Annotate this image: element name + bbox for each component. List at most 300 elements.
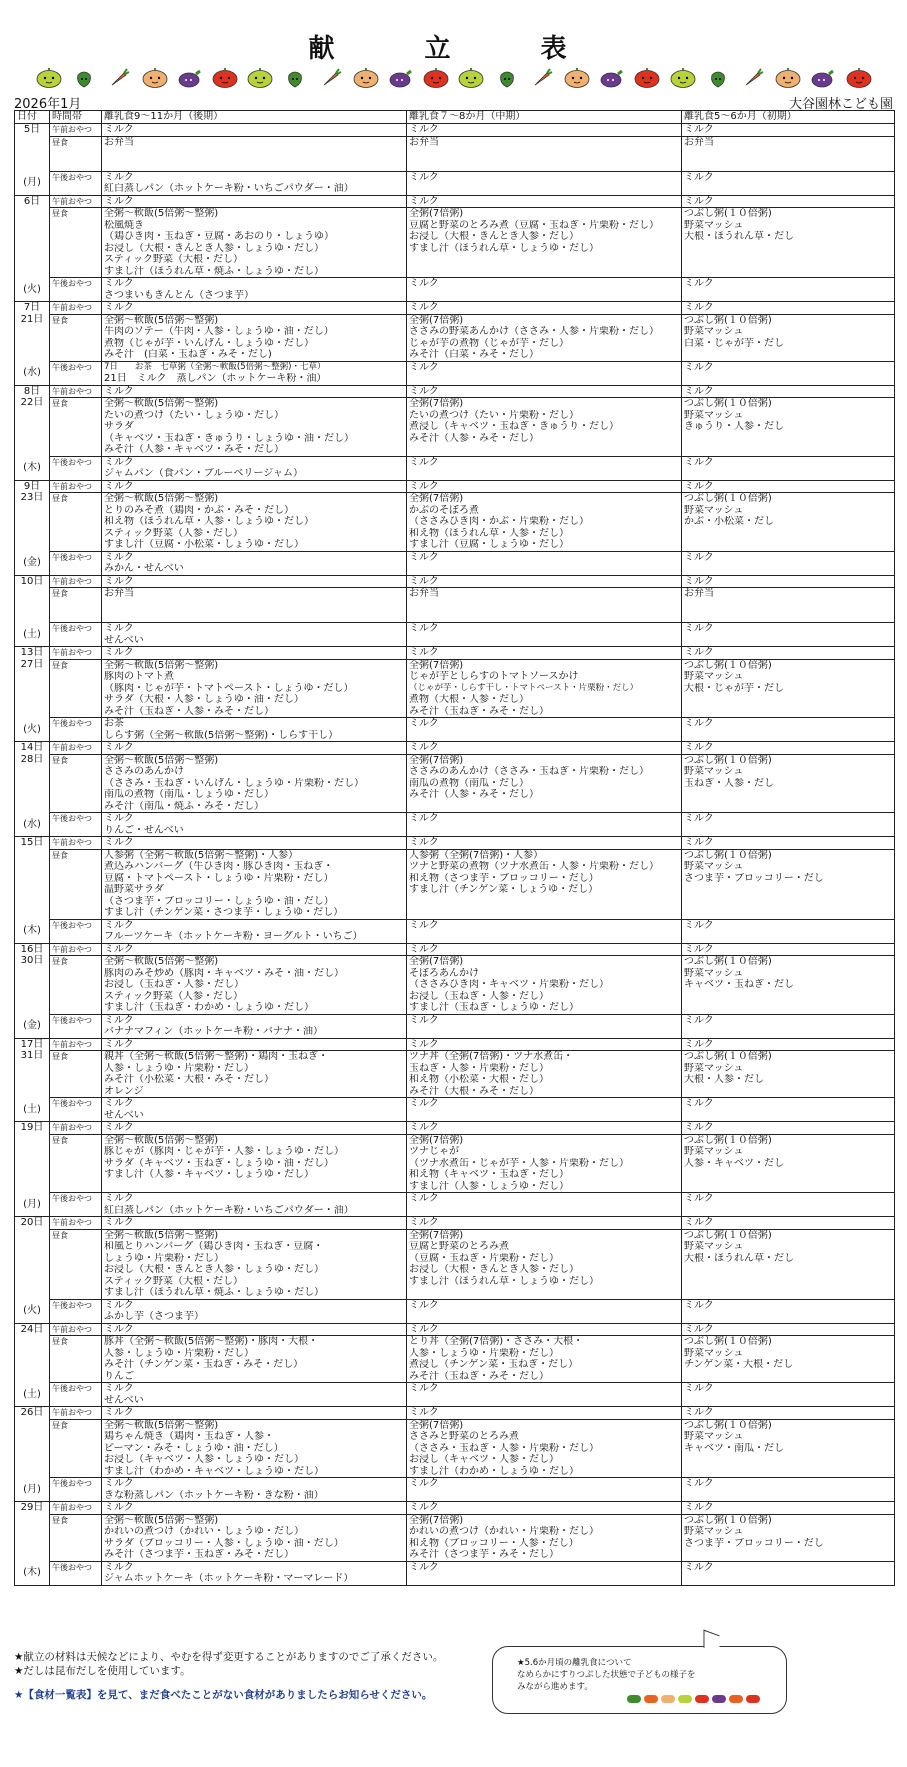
meal-cell (407, 361, 682, 385)
dish-line: お浸し（キャベツ・人参・しょうゆ・だし） (104, 1454, 304, 1465)
dish-line: ミルク (684, 124, 714, 135)
dish-line: （鶏ひき肉・玉ねぎ・豆腐・あおのり・しょうゆ） (104, 231, 334, 242)
dish-line: ミルク (104, 837, 134, 848)
dish-line: ミルク (684, 623, 714, 634)
time-slot-label: 昼食 (50, 398, 102, 457)
dish-line: ミルク (409, 647, 439, 658)
meal-cell (682, 480, 895, 493)
carrot-icon (316, 67, 346, 89)
dish-line: すまし汁（わかめ・キャベツ・しょうゆ・だし） (104, 1465, 324, 1477)
dish-line: 全粥～軟飯(5倍粥～整粥) (104, 314, 219, 326)
dish-line: 大根・ほうれん草・だし (684, 231, 794, 242)
note-dashi: ★だしは昆布だしを使用しています。 (14, 1665, 191, 1677)
eggplant-icon (386, 67, 416, 89)
dish-line: ミルク (684, 647, 714, 658)
dish-line: ミルク (684, 171, 714, 183)
dish-line: ミルク (104, 813, 134, 824)
dish-line: ミルク (409, 1098, 439, 1109)
dish-line: ミルク (684, 1407, 714, 1418)
dish-line: みそ汁（人参・みそ・だし） (409, 789, 539, 800)
meal-cell (407, 943, 682, 956)
meal-cell (682, 302, 895, 315)
dish-line: 和え物（ほうれん草・人参・だし） (409, 527, 569, 539)
meal-cell (407, 493, 682, 552)
time-slot-label: 午後おやつ (50, 1383, 102, 1407)
time-slot-label: 昼食 (50, 493, 102, 552)
menu-table (14, 110, 895, 1586)
meal-cell (407, 278, 682, 302)
meal-cell (682, 1407, 895, 1420)
dish-line: ミルク (684, 278, 714, 289)
meal-cell (682, 588, 895, 623)
dish-line: 鶏ちゃん焼き（鶏肉・玉ねぎ・人参・ (104, 1431, 274, 1442)
dish-line: かれいの煮つけ（かれい・しょうゆ・だし） (104, 1526, 304, 1537)
dish-line: 全粥～軟飯(5倍粥～整粥) (104, 208, 219, 219)
school-name: 大谷園林こども園 (788, 97, 893, 112)
dish-line: 和え物（キャベツ・玉ねぎ・だし） (409, 1169, 569, 1180)
date-primary: 8日 (23, 385, 41, 397)
date-secondary: 21日 (20, 313, 44, 325)
onion-icon (678, 1695, 692, 1703)
date-secondary: 28日 (20, 753, 44, 765)
tomato-icon (632, 67, 662, 89)
date-secondary: 30日 (20, 955, 44, 966)
dish-line: みそ汁（大根・みそ・だし） (409, 1085, 539, 1097)
day-row (15, 623, 895, 647)
dish-line: すまし汁（ほうれん草・焼ふ・しょうゆ・だし） (104, 1287, 324, 1298)
bubble-vegetable-icons (627, 1695, 786, 1703)
dish-line: 野菜マッシュ (684, 1347, 744, 1359)
day-of-week: (金) (23, 557, 41, 568)
meal-cell (682, 1383, 895, 1407)
dish-line: ささみの野菜あんかけ（ささみ・人参・片栗粉・だし） (409, 326, 659, 337)
meal-cell (407, 588, 682, 623)
dish-line: きな粉蒸しパン（ホットケーキ粉・きな粉・油） (104, 1489, 324, 1501)
dish-line: ミルク (409, 1502, 439, 1513)
dish-line: 南瓜の煮物（南瓜・だし） (409, 777, 529, 789)
day-of-week: (木) (23, 462, 41, 473)
time-slot-label: 昼食 (50, 1514, 102, 1561)
dish-line: 松風焼き (104, 219, 144, 231)
meal-cell (102, 1134, 407, 1193)
day-of-week: (土) (23, 628, 41, 640)
dish-line: つぶし粥(１０倍粥) (684, 1514, 772, 1526)
date-cell (15, 1122, 50, 1217)
dish-line: 白菜・じゃが芋・だし (684, 337, 784, 349)
menu-header-row (15, 111, 895, 124)
dish-line: 温野菜サラダ (104, 884, 164, 895)
pepper-icon (627, 1695, 641, 1703)
time-slot-label: 午後おやつ (50, 623, 102, 647)
date-cell (15, 943, 50, 1038)
meal-cell (407, 813, 682, 837)
eggplant-icon (597, 67, 627, 89)
time-slot-label: 午後おやつ (50, 1193, 102, 1217)
meal-cell (102, 385, 407, 398)
dish-line: ミルク (409, 1122, 439, 1133)
dish-line: オレンジ (104, 1085, 144, 1097)
day-row (15, 1038, 895, 1051)
dish-line: 全粥～軟飯(5倍粥～整粥) (104, 659, 219, 671)
dish-line: ミルク (684, 1038, 714, 1050)
dish-line: ミルク (684, 1478, 714, 1489)
dish-line: ミルク (684, 943, 714, 955)
day-of-week: (水) (23, 367, 41, 378)
dish-line: すまし汁（ほうれん草・しょうゆ・だし） (409, 1275, 599, 1287)
meal-cell (682, 647, 895, 660)
meal-cell (407, 659, 682, 718)
dish-line: お浸し（大根・きんとき人参・しょうゆ・だし） (104, 242, 324, 254)
dish-line: ミルク (409, 551, 439, 563)
meal-cell (407, 1383, 682, 1407)
dish-line: ジャムパン（食パン・ブルーベリージャム） (104, 468, 303, 479)
time-slot-label: 午前おやつ (50, 1038, 102, 1051)
dish-line: みそ汁（玉ねぎ・みそ・だし） (409, 1370, 549, 1382)
meal-cell (102, 208, 407, 278)
dish-line: ミルク (684, 718, 714, 729)
meal-cell (682, 1122, 895, 1135)
dish-line: お浸し（玉ねぎ・人参・だし） (409, 990, 549, 1002)
dish-line: ミルク (684, 302, 714, 313)
meal-cell (407, 647, 682, 660)
day-row (15, 1336, 895, 1383)
time-slot-label: 午後おやつ (50, 456, 102, 480)
dish-line: 豚丼（全粥～軟飯(5倍粥～整粥)・豚肉・大根・ (104, 1336, 319, 1347)
day-row (15, 754, 895, 813)
meal-cell (682, 849, 895, 919)
date-cell (15, 302, 50, 386)
time-slot-label: 昼食 (50, 1134, 102, 1193)
dish-line: 野菜マッシュ (684, 1431, 744, 1442)
dish-line: 全粥～軟飯(5倍粥～整粥) (104, 398, 219, 409)
time-slot-label: 昼食 (50, 1336, 102, 1383)
note-ingredient-list: ★【食材一覧表】を見て、まだ食べたことがない食材がありましたらお知らせください。 (14, 1689, 433, 1701)
day-of-week: (土) (23, 1103, 41, 1115)
time-slot-label: 昼食 (50, 754, 102, 813)
date-primary: 29日 (20, 1502, 44, 1513)
meal-cell (682, 1299, 895, 1323)
day-row (15, 480, 895, 493)
dish-line: ミルク (104, 919, 134, 931)
day-row (15, 718, 895, 742)
dish-line: つぶし粥(１０倍粥) (684, 956, 772, 967)
day-row (15, 314, 895, 361)
dish-line: 全粥～軟飯(5倍粥～整粥) (104, 493, 219, 504)
dish-line: ミルク (684, 1299, 714, 1311)
dish-line: 大根・人参・だし (684, 1074, 764, 1085)
dish-line: 全粥～軟飯(5倍粥～整粥) (104, 1229, 219, 1241)
meal-cell (102, 551, 407, 575)
potato-icon (773, 67, 803, 89)
date-secondary: 22日 (20, 397, 44, 408)
time-slot-label: 午前おやつ (50, 480, 102, 493)
meal-cell (682, 837, 895, 850)
time-slot-label: 午前おやつ (50, 1217, 102, 1230)
day-row (15, 493, 895, 552)
tomato-icon (746, 1695, 760, 1703)
meal-cell (102, 1051, 407, 1098)
dish-line: しらす粥（全粥～軟飯(5倍粥～整粥)・しらす干し） (104, 729, 339, 741)
dish-line: ミルク (104, 1478, 134, 1489)
day-row (15, 124, 895, 137)
meal-cell (102, 1478, 407, 1502)
dish-line: お弁当 (409, 588, 439, 599)
dish-line: お浸し（大根・きんとき人参・だし） (409, 1264, 579, 1275)
dish-line: 豚じゃが（豚肉・じゃが芋・人参・しょうゆ・だし） (104, 1146, 344, 1157)
day-row (15, 1217, 895, 1230)
dish-line: ふかし芋（さつま芋） (104, 1311, 204, 1322)
meal-cell (682, 1134, 895, 1193)
meal-cell (102, 956, 407, 1015)
dish-line: お浸し（大根・きんとき人参・しょうゆ・だし） (104, 1264, 324, 1275)
date-primary: 24日 (20, 1323, 44, 1335)
meal-cell (682, 208, 895, 278)
meal-cell (102, 171, 407, 195)
time-slot-label: 午後おやつ (50, 1561, 102, 1585)
time-slot-label: 午後おやつ (50, 171, 102, 195)
meal-cell (682, 314, 895, 361)
dish-line: 紅白蒸しパン（ホットケーキ粉・いちごパウダー・油） (104, 183, 354, 194)
dish-line: ミルク (684, 575, 714, 587)
bubble-line-2: なめらかにすりつぶした状態で子どもの様子を (517, 1670, 696, 1680)
time-slot-label: 昼食 (50, 1419, 102, 1478)
date-secondary: 27日 (20, 658, 44, 670)
meal-cell (682, 456, 895, 480)
day-row (15, 456, 895, 480)
dish-line: ミルク (409, 456, 439, 468)
dish-line: ミルク (684, 742, 714, 753)
time-slot-label: 午後おやつ (50, 1014, 102, 1038)
meal-cell (102, 1514, 407, 1561)
dish-line: 煮浸し（キャベツ・玉ねぎ・きゅうり・だし） (409, 421, 619, 432)
time-slot-label: 午前おやつ (50, 742, 102, 755)
meal-cell (682, 943, 895, 956)
meal-cell (682, 1098, 895, 1122)
dish-line: 全粥～軟飯(5倍粥～整粥) (104, 1514, 219, 1526)
day-row (15, 208, 895, 278)
dish-line: みそ汁（玉ねぎ・人参・みそ・だし） (104, 705, 274, 717)
dish-line: 野菜マッシュ (684, 671, 744, 682)
meal-cell (682, 1478, 895, 1502)
time-slot-label: 午後おやつ (50, 551, 102, 575)
meal-cell (407, 575, 682, 588)
dish-line: 全粥～軟飯(5倍粥～整粥) (104, 754, 219, 766)
day-row (15, 1407, 895, 1420)
time-slot-label: 午前おやつ (50, 385, 102, 398)
date-cell (15, 1407, 50, 1502)
dish-line: ミルク (104, 1383, 134, 1394)
dish-line: キャベツ・玉ねぎ・だし (684, 979, 794, 990)
meal-cell (407, 1561, 682, 1585)
dish-line: ミルク (684, 813, 714, 824)
carrot-icon (104, 67, 134, 89)
dish-line: （じゃが芋・しらす干し・トマトペースト・片栗粉・だし） (409, 682, 639, 693)
meal-cell (407, 1419, 682, 1478)
time-slot-label: 午後おやつ (50, 1098, 102, 1122)
time-slot-label: 午前おやつ (50, 195, 102, 208)
dish-line: お浸し（大根・きんとき人参・だし） (409, 231, 579, 242)
dish-line: （ツナ水煮缶・じゃが芋・人参・片栗粉・だし） (409, 1157, 629, 1169)
meal-cell (407, 398, 682, 457)
dish-line: 人参・キャベツ・だし (684, 1157, 784, 1169)
day-of-week: (木) (23, 925, 41, 936)
dish-line: ミルク (104, 1038, 134, 1050)
dish-line: 全粥(7倍粥) (409, 1419, 464, 1431)
dish-line: せんべい (104, 1394, 144, 1406)
date-primary: 14日 (20, 742, 44, 753)
meal-cell (407, 1514, 682, 1561)
dish-line: とり丼（全粥(7倍粥)・ささみ・大根・ (409, 1336, 584, 1347)
dish-line: みそ汁（チンゲン菜・玉ねぎ・みそ・だし） (104, 1359, 304, 1370)
dish-line: つぶし粥(１０倍粥) (684, 398, 772, 409)
date-primary: 26日 (20, 1407, 44, 1418)
meal-cell (407, 956, 682, 1015)
time-slot-label: 午後おやつ (50, 718, 102, 742)
meal-cell (102, 124, 407, 137)
meal-cell (102, 837, 407, 850)
dish-line: 豆腐と野菜のとろみ煮（豆腐・玉ねぎ・片栗粉・だし） (409, 219, 659, 231)
dish-line: ささみと野菜のとろみ煮 (409, 1431, 519, 1442)
dish-line: ミルク (409, 1407, 439, 1418)
dish-line: ミルク (409, 919, 439, 931)
dish-line: みそ汁（さつま芋・みそ・だし） (409, 1549, 559, 1560)
dish-line: ミルク (104, 551, 134, 563)
time-slot-label: 午前おやつ (50, 647, 102, 660)
dish-line: ミルク (684, 1561, 714, 1573)
dish-line: 全粥(7倍粥) (409, 754, 464, 766)
meal-cell (407, 919, 682, 943)
col-header-early-stage: 離乳食5～6か月（初期） (682, 111, 895, 124)
dish-line: 豆腐と野菜のとろみ煮 (409, 1241, 509, 1252)
dish-line: 全粥(7倍粥) (409, 956, 464, 967)
dish-line: 野菜マッシュ (684, 219, 744, 231)
dish-line: 全粥(7倍粥) (409, 1229, 464, 1241)
dish-line: ミルク (684, 480, 714, 492)
dish-line: つぶし粥(１０倍粥) (684, 493, 772, 504)
date-cell (15, 837, 50, 944)
meal-cell (102, 1098, 407, 1122)
dish-line: ミルク (684, 1098, 714, 1109)
dish-line: 煮浸し（チンゲン菜・玉ねぎ・だし） (409, 1359, 579, 1370)
menu-month: 2026年1月 (14, 97, 82, 112)
dish-line: （さつま芋・ブロッコリー・しょうゆ・油・だし） (104, 895, 334, 907)
dish-line: ミルク (409, 837, 439, 848)
dish-line: ミルク (409, 1383, 439, 1394)
date-primary: 19日 (20, 1122, 44, 1133)
day-row (15, 1299, 895, 1323)
meal-cell (682, 398, 895, 457)
day-row (15, 398, 895, 457)
meal-cell (682, 1193, 895, 1217)
time-slot-label: 午後おやつ (50, 1299, 102, 1323)
meal-cell (102, 278, 407, 302)
meal-cell (407, 1014, 682, 1038)
dish-line: 豚肉のトマト煮 (104, 671, 174, 682)
dish-line: サラダ（キャベツ・玉ねぎ・しょうゆ・油・だし） (104, 1157, 334, 1169)
dish-line: ミルク (684, 837, 714, 848)
time-slot-label: 午前おやつ (50, 302, 102, 315)
onion-icon (668, 67, 698, 89)
day-of-week: (月) (23, 177, 41, 188)
carrot-icon (738, 67, 768, 89)
dish-line: サラダ（ブロッコリー・人参・しょうゆ・油・だし） (104, 1537, 344, 1549)
dish-line: ミルク (409, 1478, 439, 1489)
dish-line: しょうゆ・片栗粉・だし） (104, 1252, 224, 1264)
dish-line: さつまいもきんとん（さつま芋） (104, 289, 254, 301)
dish-line: 人参粥（全粥～軟飯(5倍粥～整粥)・人参） (104, 849, 299, 861)
meal-cell (682, 1323, 895, 1336)
dish-line: ミルク (409, 171, 439, 183)
dish-line: ミルク (684, 1383, 714, 1394)
meal-cell (407, 195, 682, 208)
time-slot-label: 昼食 (50, 956, 102, 1015)
dish-line: お弁当 (409, 136, 439, 148)
dish-line: ミルク (409, 361, 439, 373)
dish-line: ミルク (684, 456, 714, 468)
day-row (15, 1014, 895, 1038)
dish-line: （キャベツ・玉ねぎ・きゅうり・しょうゆ・油・だし） (104, 432, 354, 444)
dish-line: 全粥～軟飯(5倍粥～整粥) (104, 1134, 219, 1146)
dish-line: みそ汁（白菜・みそ・だし） (409, 349, 539, 360)
meal-cell (407, 480, 682, 493)
dish-line: すまし汁（人参・キャベツ・しょうゆ・だし） (104, 1169, 314, 1180)
dish-line: りんご・せんべい (104, 824, 184, 836)
meal-cell (407, 551, 682, 575)
onion-icon (456, 67, 486, 89)
time-slot-label: 午前おやつ (50, 575, 102, 588)
time-slot-label: 午前おやつ (50, 1122, 102, 1135)
dish-line: ミルク (104, 1193, 134, 1204)
meal-cell (102, 1193, 407, 1217)
meal-cell (682, 813, 895, 837)
dish-line: 豆腐・トマトペースト・しょうゆ・片栗粉・だし） (104, 872, 334, 884)
meal-cell (102, 1407, 407, 1420)
dish-line: （ささみ・玉ねぎ・いんげん・しょうゆ・片栗粉・だし） (104, 777, 364, 789)
vegetable-border (34, 64, 874, 92)
dish-line: ミルク (104, 195, 134, 207)
dish-line: ミルク (104, 943, 134, 955)
dish-line: 和え物（ブロッコリー・人参・だし） (409, 1537, 579, 1549)
meal-cell (407, 754, 682, 813)
dish-line: お弁当 (684, 588, 714, 599)
dish-line: ミルク (409, 278, 439, 289)
date-cell (15, 1323, 50, 1407)
dish-line: 野菜マッシュ (684, 1526, 744, 1537)
time-slot-label: 午前おやつ (50, 1407, 102, 1420)
date-cell (15, 1038, 50, 1122)
dish-line: ミルク (684, 1217, 714, 1228)
day-row (15, 278, 895, 302)
dish-line: （ささみひき肉・キャベツ・片栗粉・だし） (409, 979, 609, 990)
dish-line: ささみのあんかけ (104, 766, 184, 777)
dish-line: ミルク (684, 1193, 714, 1204)
dish-line: スティック野菜（大根・だし） (104, 254, 243, 265)
dish-line: つぶし粥(１０倍粥) (684, 754, 772, 766)
day-row (15, 1229, 895, 1299)
dish-line: みそ汁（玉ねぎ・みそ・だし） (409, 705, 549, 717)
meal-cell (682, 1229, 895, 1299)
dish-line: 野菜マッシュ (684, 766, 744, 777)
date-primary: 15日 (20, 837, 44, 848)
dish-line: ミルク (409, 813, 439, 824)
time-slot-label: 午後おやつ (50, 278, 102, 302)
dish-line: ミルク (104, 1098, 134, 1109)
meal-cell (102, 1229, 407, 1299)
dish-line: ミルク (684, 361, 714, 373)
meal-cell (682, 278, 895, 302)
pepper-icon (703, 67, 733, 89)
col-header-late-stage: 離乳食9～11か月（後期） (102, 111, 407, 124)
